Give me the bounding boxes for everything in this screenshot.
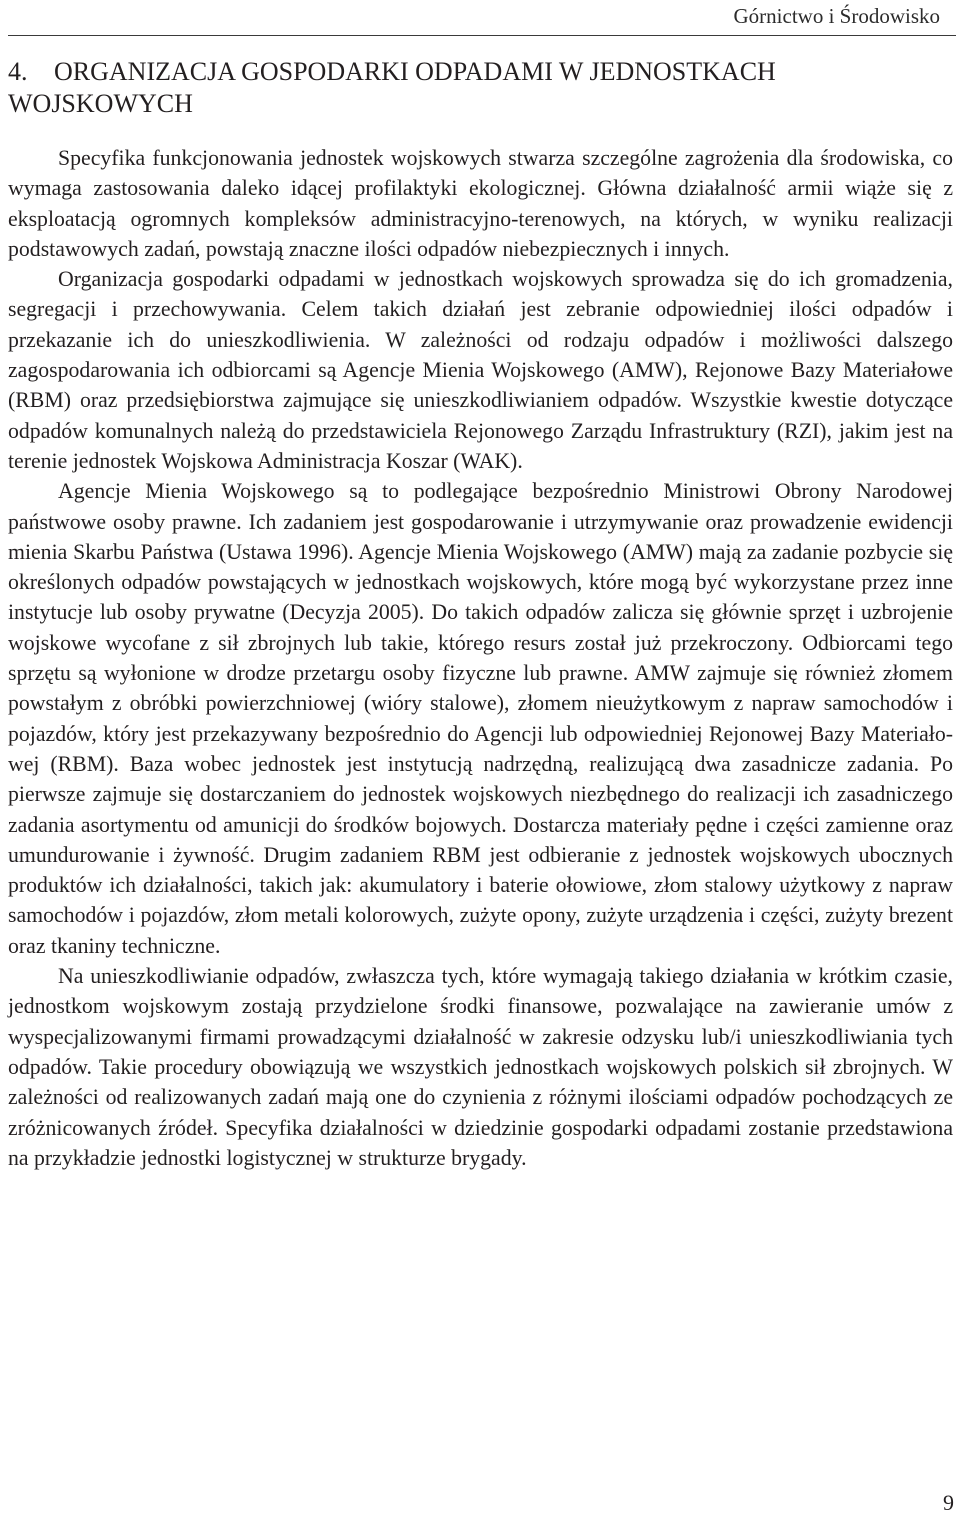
header-rule	[8, 35, 956, 36]
body-text	[8, 143, 953, 1173]
paragraph-3: Agencje Mienia Wojskowego są to podlegające bezpośrednio Ministrowi Obrony Narodowej państwowe osoby prawne. Ich zadaniem jest gospodarowanie i utrzymywanie oraz prowadzenie ewidencji mienia Skarbu Państwa (Ustawa 1996). Agencje Mienia Wojskowego (AMW) mają za zadanie pozbycie się określonych odpadów powstających w jednostkach wojskowych, które mogą być wykorzystane przez inne instytucje lub osoby prywatne (Decyzja 2005). Do takich odpadów zalicza się głównie sprzęt i uzbrojenie wojskowe wycofane z sił zbrojnych lub takie, którego resurs został już przekroczony. Odbiorcami tego sprzętu są wyłonione w drodze przetargu osoby fizyczne lub prawne. AMW zajmuje się również złomem powstałym z obróbki powierzchniowej (wióry stalowe), złomem nieużytkowym z napraw samochodów i pojazdów, który jest przekazywany bezpośrednio do Agencji lub odpowiedniej Rejonowej Bazy Materiałowej (RBM). Baza wobec jednostek jest instytucją nadrzędną, realizującą dwa zasadnicze zadania. Po pierwsze zajmuje się dostarczaniem do jednostek wojskowych niezbędnego do realizacji ich zasadniczego zadania asortymentu od amunicji do środków bojowych. Dostarcza materiały pędne i części zamienne oraz umundurowanie i żywność. Drugim zadaniem RBM jest odbieranie z jednostek wojskowych ubocznych produktów ich działalności, takich jak: akumulatory i baterie ołowiowe, złom stalowy użytkowy z napraw samochodów i pojazdów, złom metali kolorowych, zużyte opony, zużyte urządzenia i części, zużyty brezent oraz tkaniny techniczne.	[8, 479, 953, 958]
page-number: 9	[943, 1490, 954, 1515]
paragraph-1: Specyfika funkcjonowania jednostek wojskowych stwarza szczególne zagrożenia dla środowiska, co wymaga zastosowania daleko idącej profilaktyki ekologicznej. Główna działalność armii wiąże się z eksploatacją ogromnych kompleksów administracyjno-terenowych, na których, w wyniku realizacji podstawowych zadań, powstają znaczne ilości odpadów niebezpiecznych i innych.	[8, 146, 953, 261]
section-title-line1: ORGANIZACJA GOSPODARKI ODPADAMI W JEDNOSTKACH	[54, 57, 776, 86]
paragraph-4: Na unieszkodliwianie odpadów, zwłaszcza tych, które wymagają takiego działania w krótkim czasie, jednostkom wojskowym zostają przydzielone środki finansowe, pozwalające na zawieranie umów z wyspecjalizowanymi firmami prowadzącymi działalność w zakresie odzysku lub/i unieszkodliwiania tych odpadów. Takie procedury obowiązują we wszystkich jednostkach wojskowych polskich sił zbrojnych. W zależności od realizowanych zadań mają one do czynienia z różnymi ilościami odpadów pochodzących ze zróżnicowanych źródeł. Specyfika działalności w dziedzinie gospodarki odpadami zostanie przedstawiona na przykładzie jednostki logistycznej w strukturze brygady.	[8, 964, 953, 1170]
paragraph-2: Organizacja gospodarki odpadami w jednostkach wojskowych sprowadza się do ich gromadzenia, segregacji i przechowywania. Celem takich działań jest zebranie odpowiedniej ilości odpadów i przekazanie ich do unieszkodliwienia. W zależności od rodzaju odpadów i możliwości dalszego zagospodarowania ich odbiorcami są Agencje Mienia Wojskowego (AMW), Rejonowe Bazy Materiałowe (RBM) oraz przedsiębiorstwa zajmujące się unieszkodliwianiem odpadów. Wszystkie kwestie dotyczące odpadów komunalnych należą do przedstawiciela Rejonowego Zarządu Infrastruktury (RZI), jakim jest na terenie jednostek Wojskowa Administracja Koszar (WAK).	[8, 267, 953, 473]
section-title-line2: WOJSKOWYCH	[8, 89, 193, 118]
section-heading	[8, 56, 948, 120]
running-head-title: Górnictwo i Środowisko	[733, 4, 940, 28]
section-number: 4.	[8, 57, 28, 86]
